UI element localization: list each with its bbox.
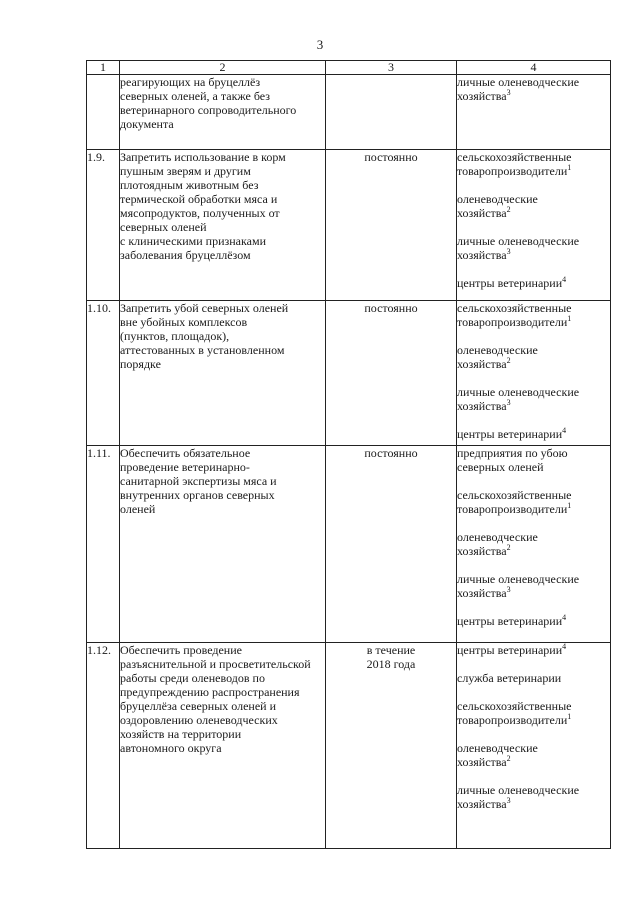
table-body [87,75,611,849]
executors-cell [457,301,611,446]
footnote-mark: 4 [562,426,567,435]
executor-name: оленеводческие хозяйства [457,343,538,371]
footnote-mark: 1 [567,163,572,172]
measure-text: Обеспечить обязательное проведение ветеринарно- санитарной экспертизы мяса и внутренних органов северных оленей [120,446,326,643]
item-number: 1.11. [87,446,120,643]
measure-text: реагирующих на бруцеллёз северных оленей, а также без ветеринарного сопроводительного документа [120,75,326,150]
executor [457,614,610,628]
executor [457,343,610,371]
executor [457,671,610,685]
item-number: 1.10. [87,301,120,446]
footnote-mark: 4 [562,642,567,651]
item-number [87,75,120,150]
item-number: 1.12. [87,643,120,849]
header-col-4: 4 [457,61,611,75]
footnote-mark: 3 [506,398,511,407]
measure-text: Запретить убой северных оленей вне убойных комплексов (пунктов, площадок), аттестованных в установленном порядке [120,301,326,446]
executor [457,385,610,413]
executor-name: личные оленеводческие хозяйства [457,783,580,811]
executor [457,530,610,558]
executor [457,572,610,600]
executor-name: сельскохозяйственные товаропроизводители [457,150,572,178]
table-row [87,150,611,301]
table-row [87,301,611,446]
executor [457,741,610,769]
executor [457,150,610,178]
executor [457,699,610,727]
executor-name: личные оленеводческие хозяйства [457,234,580,262]
executor-name: оленеводческие хозяйства [457,530,538,558]
measures-table [86,60,611,849]
table-row [87,643,611,849]
footnote-mark: 2 [506,205,511,214]
deadline: постоянно [326,301,457,446]
header-col-3: 3 [326,61,457,75]
deadline: в течение 2018 года [326,643,457,849]
executor-name: служба ветеринарии [457,671,562,685]
executor-name: центры ветеринарии [457,614,563,628]
measure-text: Обеспечить проведение разъяснительной и просветительской работы среди оленеводов по предупреждению распространения бруцеллёза северных оленей и оздоровлению оленеводческих хозяйств на территории автономного округа [120,643,326,849]
footnote-mark: 1 [567,314,572,323]
page-number: 3 [316,37,324,52]
executor-name: центры ветеринарии [457,276,563,290]
footnote-mark: 3 [506,585,511,594]
executor-name: предприятия по убою северных оленей [457,446,568,474]
footnote-mark: 3 [506,247,511,256]
executor [457,488,610,516]
executor-name: личные оленеводческие хозяйства [457,572,580,600]
footnote-mark: 2 [506,754,511,763]
executor [457,192,610,220]
executor-name: сельскохозяйственные товаропроизводители [457,301,572,329]
table-header [87,61,611,75]
footnote-mark: 2 [506,356,511,365]
executor-name: личные оленеводческие хозяйства [457,75,580,103]
deadline [326,75,457,150]
executor-name: центры ветеринарии [457,643,563,657]
item-number: 1.9. [87,150,120,301]
executor [457,301,610,329]
measure-text: Запретить использование в корм пушным зверям и другим плотоядным животным без термической обработки мяса и мясопродуктов, полученных от северных оленей с клиническими признаками заболевания бруцеллёзом [120,150,326,301]
executor [457,75,610,103]
executors-cell [457,75,611,150]
table-row [87,446,611,643]
footnote-mark: 1 [567,501,572,510]
footnote-mark: 4 [562,613,567,622]
footnote-mark: 3 [506,88,511,97]
deadline: постоянно [326,150,457,301]
executor-name: оленеводческие хозяйства [457,741,538,769]
executor [457,276,610,290]
executor [457,427,610,441]
table-row [87,75,611,150]
footnote-mark: 4 [562,275,567,284]
footnote-mark: 1 [567,712,572,721]
executor-name: сельскохозяйственные товаропроизводители [457,488,572,516]
executor [457,783,610,811]
executor-name: оленеводческие хозяйства [457,192,538,220]
deadline: постоянно [326,446,457,643]
executor [457,234,610,262]
executor-name: сельскохозяйственные товаропроизводители [457,699,572,727]
header-col-1: 1 [87,61,120,75]
executor-name: личные оленеводческие хозяйства [457,385,580,413]
executors-cell [457,446,611,643]
executors-cell [457,643,611,849]
executors-cell [457,150,611,301]
executor-name: центры ветеринарии [457,427,563,441]
executor [457,446,610,474]
footnote-mark: 2 [506,543,511,552]
executor [457,643,610,657]
footnote-mark: 3 [506,796,511,805]
header-col-2: 2 [120,61,326,75]
